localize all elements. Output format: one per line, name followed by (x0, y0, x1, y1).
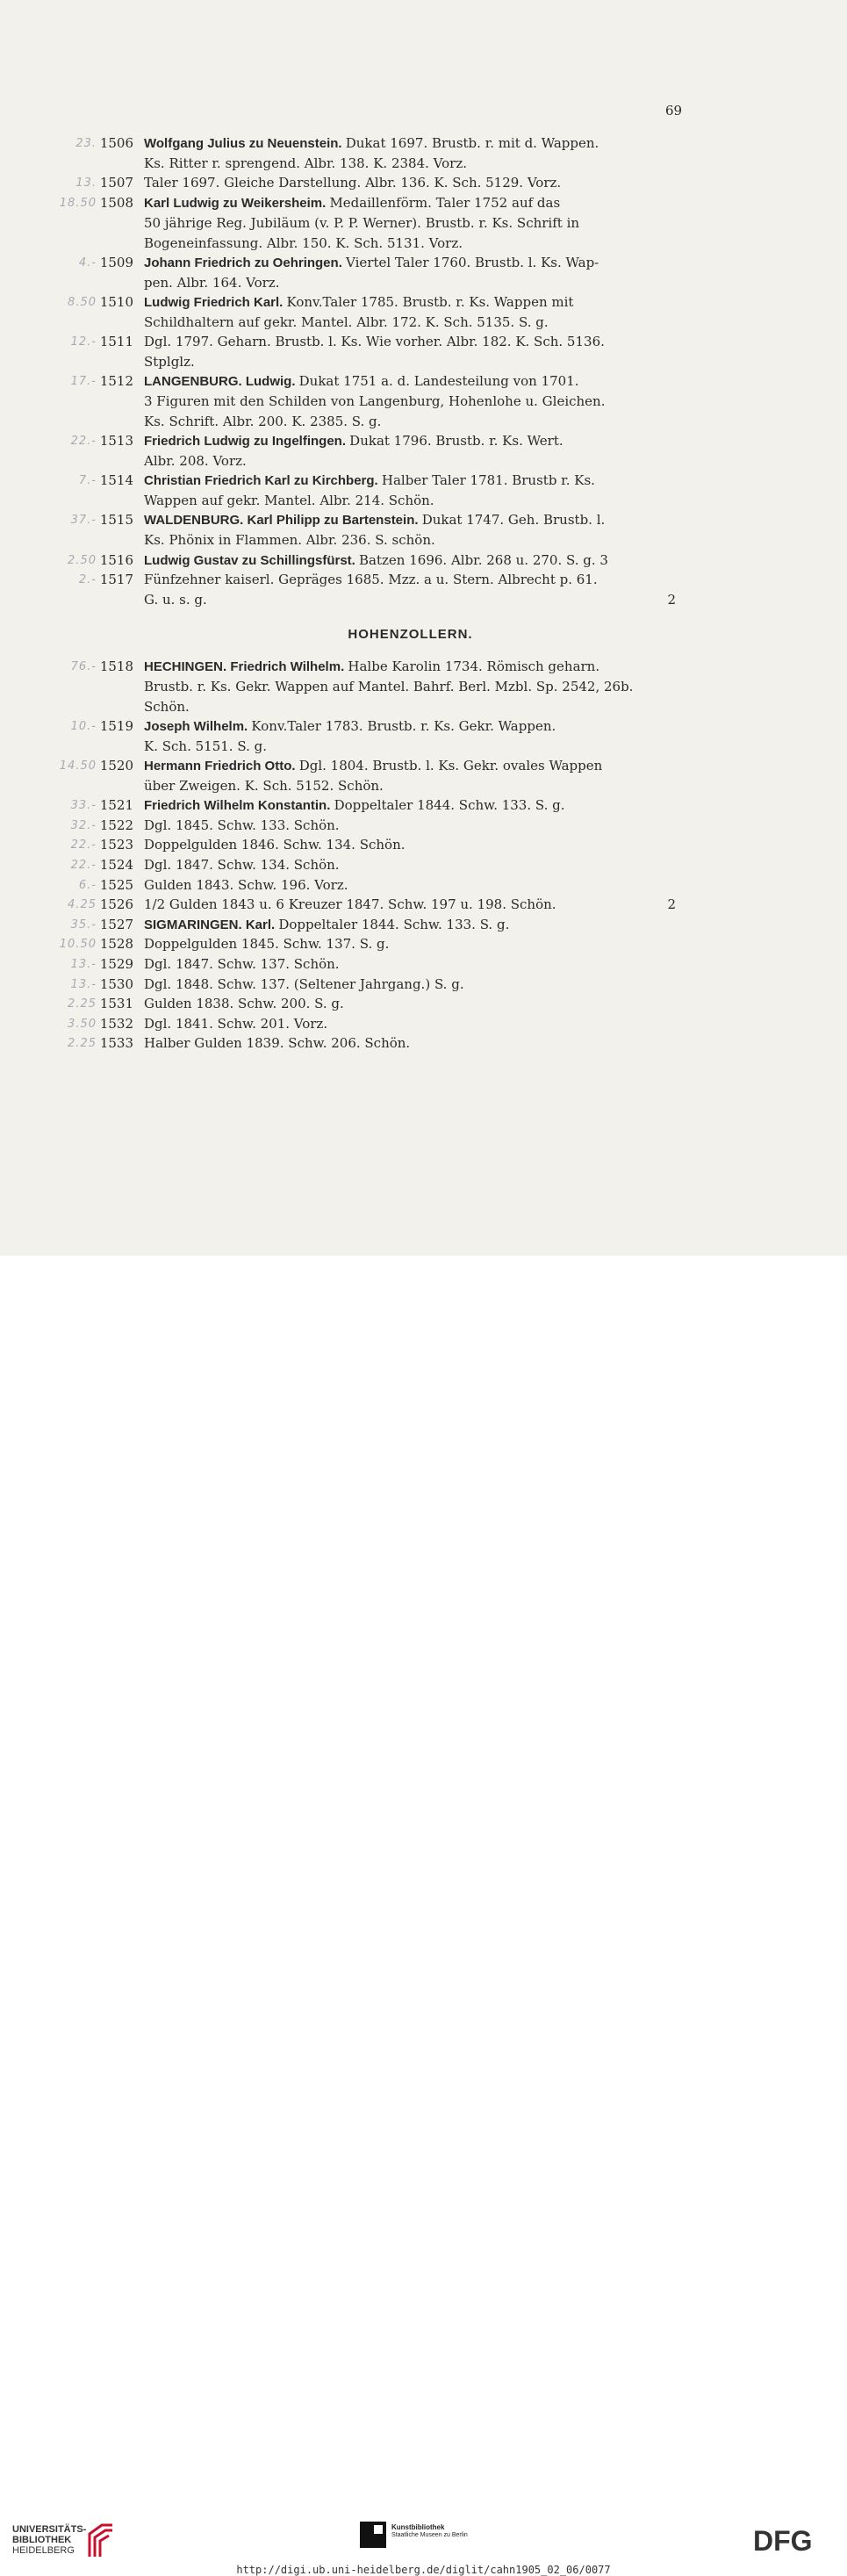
description-line: G. u. s. g. (144, 592, 207, 608)
permalink-url[interactable]: http://digi.ub.uni-heidelberg.de/diglit/cahn1905_02_06/0077 (236, 2564, 611, 2576)
lot-number: 1529 (99, 956, 133, 972)
description-line: Wolfgang Julius zu Neuenstein. Dukat 1697. Brustb. r. mit d. Wappen. (144, 135, 599, 151)
pencil-price-note: 18.50 (59, 196, 97, 210)
description-line: Gulden 1838. Schw. 200. S. g. (144, 996, 344, 1012)
pencil-price-note: 32.- (70, 818, 97, 832)
entry-description (144, 657, 681, 717)
catalog-entry (0, 895, 847, 915)
entry-name: HECHINGEN. Friedrich Wilhelm. (144, 659, 348, 674)
entry-name: Friedrich Wilhelm Konstantin. (144, 798, 334, 814)
lot-number: 1515 (99, 512, 133, 529)
catalog-entry (0, 855, 847, 875)
description-line: Ludwig Friedrich Karl. Konv.Taler 1785. Brustb. r. Ks. Wappen mit (144, 293, 574, 310)
catalog-entry (0, 716, 847, 756)
lot-number: 1522 (99, 817, 133, 833)
lot-number: 1527 (99, 916, 133, 932)
description-line: Doppelgulden 1845. Schw. 137. S. g. (144, 936, 390, 953)
description-line: 1/2 Gulden 1843 u. 6 Kreuzer 1847. Schw. 197 u. 198. Schön. (144, 896, 556, 913)
catalog-entry (0, 657, 847, 716)
catalog-entry (0, 915, 847, 935)
lot-number: 1519 (99, 717, 133, 734)
entry-description (144, 716, 681, 757)
catalog-entry (0, 835, 847, 855)
catalog-entry (0, 875, 847, 896)
lot-number: 1532 (99, 1015, 133, 1032)
pencil-price-note: 13. (75, 176, 97, 191)
lot-number: 1526 (99, 896, 133, 913)
page-number: 69 (665, 103, 683, 119)
description-line: 50 jährige Reg. Jubiläum (v. P. P. Werner). Brustb. r. Ks. Schrift in (144, 214, 580, 231)
entry-description (144, 1033, 681, 1054)
entry-description (144, 292, 681, 333)
description-line: Karl Ludwig zu Weikersheim. Medaillenförm. Taler 1752 auf das (144, 194, 561, 211)
entry-name: Johann Friedrich zu Oehringen. (144, 255, 347, 270)
lot-number: 1513 (99, 433, 133, 449)
catalog-entry (0, 570, 847, 609)
pencil-price-note: 13.- (70, 977, 97, 991)
uni-line-1: UNIVERSITÄTS- (12, 2524, 87, 2535)
catalog-entry (0, 371, 847, 431)
entry-description (144, 756, 681, 796)
entry-description (144, 915, 681, 935)
description-line: Christian Friedrich Karl zu Kirchberg. Halber Taler 1781. Brustb r. Ks. (144, 472, 595, 489)
description-line: Fünfzehner kaiserl. Gepräges 1685. Mzz. a u. Stern. Albrecht p. 61. (144, 572, 598, 588)
description-line: Dgl. 1847. Schw. 137. Schön. (144, 956, 340, 972)
description-line: Dgl. 1848. Schw. 137. (Seltener Jahrgang.) S. g. (144, 975, 464, 992)
entry-description (144, 550, 681, 571)
lot-number: 1520 (99, 758, 133, 774)
catalog-entry (0, 994, 847, 1014)
description-line: über Zweigen. K. Sch. 5152. Schön. (144, 778, 384, 794)
catalog-entry (0, 756, 847, 795)
entry-description (144, 253, 681, 293)
lot-number: 1524 (99, 857, 133, 873)
entry-name: Karl Ludwig zu Weikersheim. (144, 195, 330, 211)
uni-line-2: BIBLIOTHEK (12, 2535, 72, 2545)
description-line: Johann Friedrich zu Oehringen. Viertel Taler 1760. Brustb. l. Ks. Wap- (144, 254, 599, 270)
pencil-price-note: 10.- (70, 719, 97, 733)
description-line: LANGENBURG. Ludwig. Dukat 1751 a. d. Landesteilung von 1701. (144, 373, 579, 390)
lot-number: 1531 (99, 996, 133, 1012)
pencil-price-note: 6.- (78, 878, 97, 892)
lot-number: 1509 (99, 254, 133, 270)
pencil-price-note: 12.- (70, 335, 97, 349)
lot-number: 1510 (99, 293, 133, 310)
entry-name: SIGMARINGEN. Karl. (144, 917, 279, 932)
pencil-price-note: 33.- (70, 799, 97, 813)
catalog-entry (0, 550, 847, 571)
entry-description (144, 332, 681, 372)
catalog-entry (0, 193, 847, 253)
entry-description (144, 795, 681, 816)
catalog-entry (0, 510, 847, 550)
entry-description (144, 954, 681, 975)
entry-name: Hermann Friedrich Otto. (144, 759, 299, 774)
description-line: Gulden 1843. Schw. 196. Vorz. (144, 876, 348, 893)
university-logo-text (12, 2524, 86, 2556)
entry-name: Christian Friedrich Karl zu Kirchberg. (144, 473, 382, 489)
entry-description (144, 133, 681, 174)
pencil-price-note: 7.- (78, 474, 97, 488)
description-line: Brustb. r. Ks. Gekr. Wappen auf Mantel. Bahrf. Berl. Mzbl. Sp. 2542, 26b. (144, 679, 634, 694)
catalog-entry (0, 1014, 847, 1034)
pencil-price-note: 2.- (78, 573, 97, 587)
pencil-price-note: 2.25 (68, 997, 97, 1011)
description-line: 3 Figuren mit den Schilden von Langenburg, Hohenlohe u. Gleichen. (144, 393, 606, 410)
catalog-entry (0, 1033, 847, 1054)
description-line: Ks. Phönix in Flammen. Albr. 236. S. schön. (144, 532, 435, 549)
pencil-price-note: 17.- (70, 375, 97, 389)
entry-description (144, 371, 681, 432)
lot-number: 1530 (99, 975, 133, 992)
description-line: Schön. (144, 699, 190, 715)
lot-number: 1514 (99, 472, 133, 489)
entry-description (144, 173, 681, 193)
description-line: Ks. Ritter r. sprengend. Albr. 138. K. 2384. Vorz. (144, 155, 467, 171)
entry-name: Ludwig Friedrich Karl. (144, 294, 287, 310)
pencil-price-note: 8.50 (68, 295, 97, 309)
side-mark: 2 (667, 591, 676, 608)
catalog-entry (0, 332, 847, 371)
entry-description (144, 510, 681, 550)
pencil-price-note: 22.- (70, 838, 97, 853)
catalog-entry (0, 133, 847, 173)
description-line: Halber Gulden 1839. Schw. 206. Schön. (144, 1035, 411, 1052)
entry-description (144, 934, 681, 954)
entry-description (144, 570, 681, 610)
lot-number: 1533 (99, 1035, 133, 1052)
description-line: SIGMARINGEN. Karl. Doppeltaler 1844. Schw. 133. S. g. (144, 916, 510, 932)
lot-number: 1521 (99, 797, 133, 814)
entry-name: Ludwig Gustav zu Schillingsfürst. (144, 552, 360, 568)
pencil-price-note: 4.- (78, 255, 97, 270)
catalog-entry (0, 954, 847, 975)
entry-description (144, 193, 681, 254)
pencil-price-note: 14.50 (59, 759, 97, 773)
description-line: Taler 1697. Gleiche Darstellung. Albr. 136. K. Sch. 5129. Vorz. (144, 175, 562, 191)
kunstbibliothek-text (391, 2523, 468, 2539)
pencil-price-note: 23. (75, 137, 97, 150)
pencil-price-note: 13.- (70, 958, 97, 971)
pencil-price-note: 3.50 (68, 1017, 97, 1031)
catalog-entry (0, 431, 847, 471)
description-line: Doppelgulden 1846. Schw. 134. Schön. (144, 837, 406, 853)
description-line: Joseph Wilhelm. Konv.Taler 1783. Brustb. r. Ks. Gekr. Wappen. (144, 717, 556, 734)
pencil-price-note: 35.- (70, 917, 97, 932)
description-line: Dgl. 1847. Schw. 134. Schön. (144, 857, 340, 873)
entry-description (144, 431, 681, 471)
entry-description (144, 895, 681, 915)
entry-name: Friedrich Ludwig zu Ingelfingen. (144, 434, 350, 449)
pencil-price-note: 37.- (70, 514, 97, 528)
description-line: Dgl. 1841. Schw. 201. Vorz. (144, 1015, 328, 1032)
description-line: Stplglz. (144, 354, 195, 370)
footer (0, 1256, 847, 2576)
catalog-entry (0, 471, 847, 510)
description-line: Ks. Schrift. Albr. 200. K. 2385. S. g. (144, 414, 382, 430)
pencil-price-note: 2.25 (68, 1037, 97, 1051)
kb-title: Kunstbibliothek (391, 2523, 445, 2531)
description-line: Ludwig Gustav zu Schillingsfürst. Batzen 1696. Albr. 268 u. 270. S. g. 3 (144, 551, 608, 568)
catalog-entry (0, 934, 847, 954)
lot-number: 1508 (99, 194, 133, 211)
entry-name: WALDENBURG. Karl Philipp zu Bartenstein. (144, 513, 422, 529)
lot-number: 1528 (99, 936, 133, 953)
side-mark: 2 (667, 896, 676, 913)
description-line: Friedrich Wilhelm Konstantin. Doppeltaler 1844. Schw. 133. S. g. (144, 797, 565, 814)
lot-number: 1518 (99, 658, 133, 674)
description-line: Friedrich Ludwig zu Ingelfingen. Dukat 1796. Brustb. r. Ks. Wert. (144, 433, 563, 449)
pencil-price-note: 4.25 (68, 898, 97, 912)
description-line: Albr. 208. Vorz. (144, 453, 247, 469)
description-line: Schildhaltern auf gekr. Mantel. Albr. 172. K. Sch. 5135. S. g. (144, 313, 549, 330)
description-line: K. Sch. 5151. S. g. (144, 738, 267, 754)
lot-number: 1523 (99, 837, 133, 853)
description-line: HECHINGEN. Friedrich Wilhelm. Halbe Karolin 1734. Römisch geharn. (144, 658, 600, 674)
dfg-logo-icon (753, 2527, 834, 2553)
description-line: Wappen auf gekr. Mantel. Albr. 214. Schön. (144, 493, 434, 509)
lot-number: 1511 (99, 334, 133, 349)
entry-description (144, 471, 681, 511)
pencil-price-note: 22.- (70, 435, 97, 448)
university-logo-icon (86, 2522, 116, 2558)
entry-description (144, 875, 681, 896)
entry-description (144, 994, 681, 1014)
catalog-entry (0, 795, 847, 816)
description-line: Dgl. 1845. Schw. 133. Schön. (144, 817, 340, 833)
section-heading: HOHENZOLLERN. (348, 627, 473, 642)
lot-number: 1517 (99, 572, 133, 588)
pencil-price-note: 2.50 (68, 553, 97, 567)
description-line: Dgl. 1797. Geharn. Brustb. l. Ks. Wie vorher. Albr. 182. K. Sch. 5136. (144, 334, 605, 349)
entry-description (144, 975, 681, 995)
lot-number: 1506 (99, 135, 133, 151)
lot-number: 1512 (99, 373, 133, 390)
catalog-entry (0, 292, 847, 332)
svg-text:DFG: DFG (753, 2527, 813, 2553)
entry-name: Wolfgang Julius zu Neuenstein. (144, 136, 346, 151)
description-line: Hermann Friedrich Otto. Dgl. 1804. Brustb. l. Ks. Gekr. ovales Wappen (144, 758, 603, 774)
entry-description (144, 855, 681, 875)
kunstbibliothek-logo-icon (360, 2522, 386, 2548)
catalog-entry (0, 173, 847, 193)
pencil-price-note: 76.- (70, 660, 97, 673)
lot-number: 1525 (99, 876, 133, 893)
catalog-page (0, 0, 847, 1256)
catalog-entry (0, 975, 847, 995)
lot-number: 1507 (99, 175, 133, 191)
pencil-price-note: 22.- (70, 859, 97, 872)
entry-name: Joseph Wilhelm. (144, 718, 252, 734)
pencil-price-note: 10.50 (59, 938, 97, 952)
catalog-entry (0, 816, 847, 836)
description-line: WALDENBURG. Karl Philipp zu Bartenstein. Dukat 1747. Geh. Brustb. l. (144, 512, 606, 529)
entry-description (144, 816, 681, 836)
uni-line-3: HEIDELBERG (12, 2545, 75, 2556)
description-line: pen. Albr. 164. Vorz. (144, 274, 280, 291)
entry-name: LANGENBURG. Ludwig. (144, 374, 299, 390)
entry-description (144, 835, 681, 855)
description-line: Bogeneinfassung. Albr. 150. K. Sch. 5131. Vorz. (144, 234, 463, 251)
entry-description (144, 1014, 681, 1034)
kb-sub: Staatliche Museen zu Berlin (391, 2532, 468, 2538)
lot-number: 1516 (99, 551, 133, 568)
catalog-entry (0, 253, 847, 292)
